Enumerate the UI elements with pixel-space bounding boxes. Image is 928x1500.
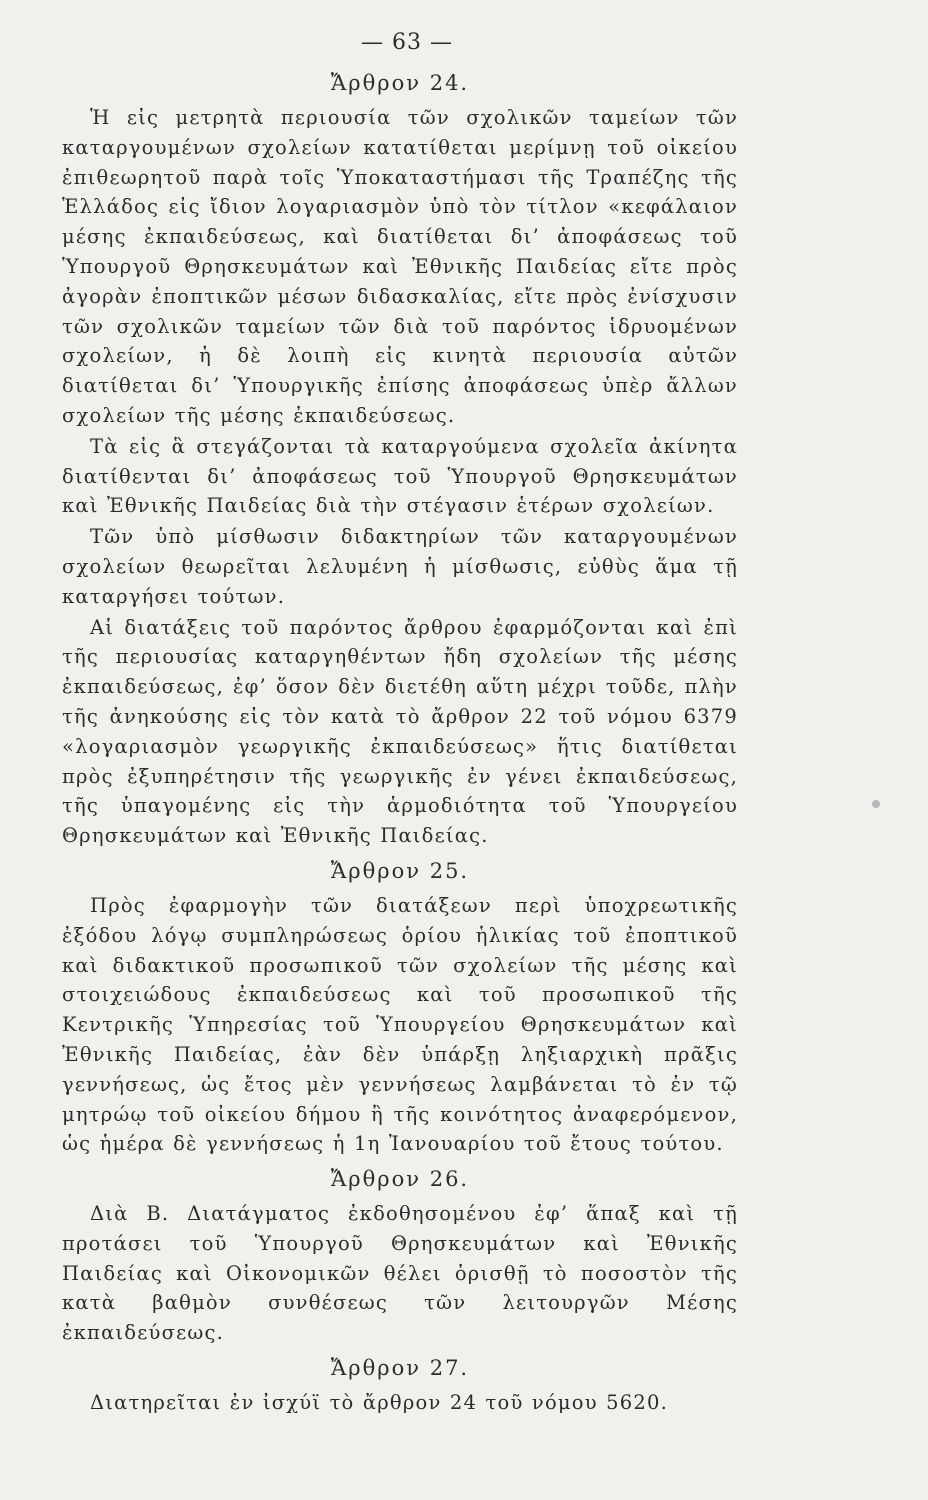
article-heading: Ἄρθρον 27. (330, 1356, 470, 1381)
paper-speck (872, 800, 880, 808)
article-25 (62, 851, 738, 1159)
article-paragraph: Τὰ εἰς ἃ στεγάζονται τὰ καταργούμενα σχολεῖα ἀκίνητα διατίθενται δι’ ἀποφάσεως τοῦ Ὑπουργοῦ Θρησκευμάτων καὶ Ἐθνικῆς Παιδείας διὰ τὴν στέγασιν ἑτέρων σχολείων. (62, 434, 738, 518)
page-number: — 63 — (361, 30, 453, 55)
article-26 (62, 1159, 738, 1348)
article-24 (62, 63, 738, 851)
document-page (62, 30, 738, 1418)
article-paragraph: Διὰ Β. Διατάγματος ἐκδοθησομένου ἐφ’ ἅπαξ καὶ τῇ προτάσει τοῦ Ὑπουργοῦ Θρησκευμάτων καὶ Ἐθνικῆς Παιδείας καὶ Οἰκονομικῶν θέλει ὁρισθῇ τὸ ποσοστὸν τῆς κατὰ βαθμὸν συνθέσεως τῶν λειτουργῶν Μέσης ἐκπαιδεύσεως. (62, 1202, 738, 1345)
article-heading: Ἄρθρον 26. (330, 1167, 470, 1192)
article-paragraph: Πρὸς ἐφαρμογὴν τῶν διατάξεων περὶ ὑποχρεωτικῆς ἐξόδου λόγῳ συμπληρώσεως ὁρίου ἡλικίας τοῦ ἐποπτικοῦ καὶ διδακτικοῦ προσωπικοῦ τῶν σχολείων τῆς μέσης καὶ στοιχειώδους ἐκπαιδεύσεως καὶ τοῦ προσωπικοῦ τῆς Κεντρικῆς Ὑπηρεσίας τοῦ Ὑπουργείου Θρησκευμάτων καὶ Ἐθνικῆς Παιδείας, ἐὰν δὲν ὑπάρξῃ ληξιαρχικὴ πρᾶξις γεννήσεως, ὡς ἔτος μὲν γεννήσεως λαμβάνεται τὸ ἐν τῷ μητρώῳ τοῦ οἰκείου δήμου ἢ τῆς κοινότητος ἀναφερόμενον, ὡς ἡμέρα δὲ γεννήσεως ἡ 1η Ἰανουαρίου τοῦ ἔτους τούτου. (62, 893, 738, 1156)
article-paragraph: Τῶν ὑπὸ μίσθωσιν διδακτηρίων τῶν καταργουμένων σχολείων θεωρεῖται λελυμένη ἡ μίσθωσις, εὐθὺς ἅμα τῇ καταργήσει τούτων. (62, 525, 738, 608)
article-heading: Ἄρθρον 25. (330, 858, 470, 883)
article-heading: Ἄρθρον 24. (330, 71, 470, 95)
article-27 (62, 1348, 738, 1418)
article-paragraph: Αἱ διατάξεις τοῦ παρόντος ἄρθρου ἐφαρμόζονται καὶ ἐπὶ τῆς περιουσίας καταργηθέντων ἤδη σχολείων τῆς μέσης ἐκπαιδεύσεως, ἐφ’ ὅσον δὲν διετέθη αὕτη μέχρι τοῦδε, πλὴν τῆς ἀνηκούσης εἰς τὸν κατὰ τὸ ἄρθρον 22 τοῦ νόμου 6379 «λογαριασμὸν γεωργικῆς ἐκπαιδεύσεως» ἥτις διατίθεται πρὸς ἐξυπηρέτησιν τῆς γεωργικῆς ἐν γένει ἐκπαιδεύσεως, τῆς ὑπαγομένης εἰς τὴν ἁρμοδιότητα τοῦ Ὑπουργείου Θρησκευμάτων καὶ Ἐθνικῆς Παιδείας. (62, 615, 738, 848)
article-paragraph: Ἡ εἰς μετρητὰ περιουσία τῶν σχολικῶν ταμείων τῶν καταργουμένων σχολείων κατατίθεται μερίμνῃ τοῦ οἰκείου ἐπιθεωρητοῦ παρὰ τοῖς Ὑποκαταστήμασι τῆς Τραπέζης τῆς Ἑλλάδος εἰς ἴδιον λογαριασμὸν ὑπὸ τὸν τίτλον «κεφάλαιον μέσης ἐκπαιδεύσεως, καὶ διατίθεται δι’ ἀποφάσεως τοῦ Ὑπουργοῦ Θρησκευμάτων καὶ Ἐθνικῆς Παιδείας εἴτε πρὸς ἀγορὰν ἐποπτικῶν μέσων διδασκαλίας, εἴτε πρὸς ἐνίσχυσιν τῶν σχολικῶν ταμείων τῶν διὰ τοῦ παρόντος ἱδρυομένων σχολείων, ἡ δὲ λοιπὴ εἰς κινητὰ περιουσία αὐτῶν διατίθεται δι’ Ὑπουργικῆς ἐπίσης ἀποφάσεως ὑπὲρ ἄλλων σχολείων τῆς μέσης ἐκπαιδεύσεως. (62, 106, 738, 427)
article-paragraph: Διατηρεῖται ἐν ἰσχύϊ τὸ ἄρθρον 24 τοῦ νόμου 5620. (90, 1391, 668, 1415)
